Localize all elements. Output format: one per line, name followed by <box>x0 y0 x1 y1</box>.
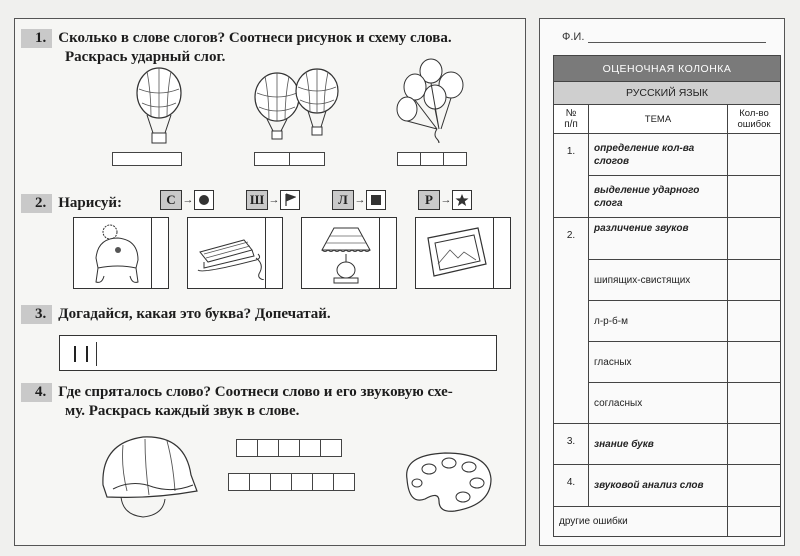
row-topic: гласных <box>589 342 728 383</box>
error-count-cell[interactable] <box>728 383 781 424</box>
task-4-text: Где спряталось слово? Соотнеси слово и его звуковую схе- <box>58 384 453 400</box>
error-count-cell[interactable] <box>728 176 781 218</box>
task-4-text-2: му. Раскрась каждый звук в слове. <box>65 403 300 419</box>
row-topic: л-р-б-м <box>589 301 728 342</box>
error-count-cell[interactable] <box>728 465 781 507</box>
row-topic: звуковой анализ слов <box>589 465 728 507</box>
table-row <box>554 134 781 176</box>
error-count-cell[interactable] <box>728 301 781 342</box>
grading-title: ОЦЕНОЧНАЯ КОЛОНКА <box>554 56 781 82</box>
circle-icon <box>194 190 214 210</box>
task-2-text: Нарисуй: <box>58 195 122 211</box>
row-topic: выделение ударного слога <box>589 176 728 218</box>
scheme-3[interactable] <box>398 152 467 166</box>
palette-icon <box>399 449 495 515</box>
table-row <box>554 424 781 465</box>
row-number: 4. <box>554 465 589 507</box>
square-icon <box>366 190 386 210</box>
arrow-icon: → <box>354 194 366 206</box>
letter-answer-box[interactable] <box>59 335 497 371</box>
arrow-icon: → <box>268 194 280 206</box>
picture-frame-icon <box>418 224 492 286</box>
star-icon <box>452 190 472 210</box>
col-count-label: Кол-во <box>739 108 769 119</box>
table-row <box>554 176 781 218</box>
table-row <box>554 301 781 342</box>
task-4 <box>21 383 453 421</box>
row-topic: различение звуков <box>589 218 728 260</box>
flag-icon <box>280 190 300 210</box>
col-count-label-2: ошибок <box>737 119 771 130</box>
table-row <box>554 342 781 383</box>
task-3-text: Догадайся, какая это буква? Допечатай. <box>58 306 331 322</box>
letter-l-box: Л <box>332 190 354 210</box>
draw-frame-hat[interactable] <box>73 217 169 289</box>
col-topic-header: ТЕМА <box>589 105 728 134</box>
row-topic: определение кол-ва слогов <box>589 134 728 176</box>
row-number: 2. <box>554 218 589 424</box>
letter-stroke <box>86 346 88 362</box>
sound-scheme-6[interactable] <box>229 473 355 491</box>
col-number-label-2: п/п <box>564 119 578 130</box>
toy-balloons-icon <box>389 57 475 143</box>
sound-scheme-5[interactable] <box>237 439 342 457</box>
arrow-icon: → <box>440 194 452 206</box>
lamp-icon <box>316 222 376 288</box>
draw-frame-sled[interactable] <box>187 217 283 289</box>
task-1-number: 1. <box>21 29 52 48</box>
table-row <box>554 383 781 424</box>
error-count-cell[interactable] <box>728 424 781 465</box>
name-field[interactable] <box>562 31 766 43</box>
subject-title: РУССКИЙ ЯЗЫК <box>554 82 781 105</box>
row-topic: знание букв <box>589 424 728 465</box>
task-3-number: 3. <box>21 305 52 324</box>
table-row <box>554 218 781 260</box>
table-row <box>554 465 781 507</box>
task-2-number: 2. <box>21 194 52 213</box>
table-row <box>554 507 781 537</box>
letter-slot[interactable] <box>68 342 97 366</box>
exercise-panel <box>14 18 526 546</box>
task-3 <box>21 305 331 324</box>
frame-strip[interactable] <box>265 218 282 288</box>
error-count-cell[interactable] <box>728 218 781 260</box>
col-count-header <box>728 105 781 134</box>
col-number-header <box>554 105 589 134</box>
letter-s-box: С <box>160 190 182 210</box>
arrow-icon: → <box>182 194 194 206</box>
row-number: 3. <box>554 424 589 465</box>
row-topic: другие ошибки <box>554 507 728 537</box>
draw-frame-picture[interactable] <box>415 217 511 289</box>
balloons-icon <box>251 67 345 151</box>
hat-icon <box>88 224 148 288</box>
name-line[interactable] <box>588 42 766 43</box>
error-count-cell[interactable] <box>728 260 781 301</box>
task-4-number: 4. <box>21 383 52 402</box>
task-1-text: Сколько в слове слогов? Соотнеси рисунок и схему слова. <box>58 30 452 46</box>
sled-icon <box>194 230 268 280</box>
frame-strip[interactable] <box>379 218 396 288</box>
letter-shape-key <box>160 190 472 210</box>
draw-frame-lamp[interactable] <box>301 217 397 289</box>
error-count-cell[interactable] <box>728 134 781 176</box>
scheme-2[interactable] <box>255 152 325 166</box>
table-row <box>554 260 781 301</box>
letter-sh-box: Ш <box>246 190 268 210</box>
grading-table <box>553 55 781 537</box>
error-count-cell[interactable] <box>728 342 781 383</box>
row-number: 1. <box>554 134 589 218</box>
name-label: Ф.И. <box>562 31 585 43</box>
letter-stroke <box>74 346 76 362</box>
frame-strip[interactable] <box>151 218 168 288</box>
grading-panel <box>539 18 785 546</box>
frame-strip[interactable] <box>493 218 510 288</box>
balloon-icon <box>133 67 189 151</box>
col-number-label: № <box>565 108 577 119</box>
row-topic: шипящих-свистящих <box>589 260 728 301</box>
task-1 <box>21 29 452 67</box>
task-1-text-2: Раскрась ударный слог. <box>65 49 226 65</box>
error-count-cell[interactable] <box>728 507 781 537</box>
task-2 <box>21 194 122 213</box>
scheme-1[interactable] <box>113 152 182 166</box>
letter-r-box: Р <box>418 190 440 210</box>
row-topic: согласных <box>589 383 728 424</box>
helmet-icon <box>93 427 205 521</box>
